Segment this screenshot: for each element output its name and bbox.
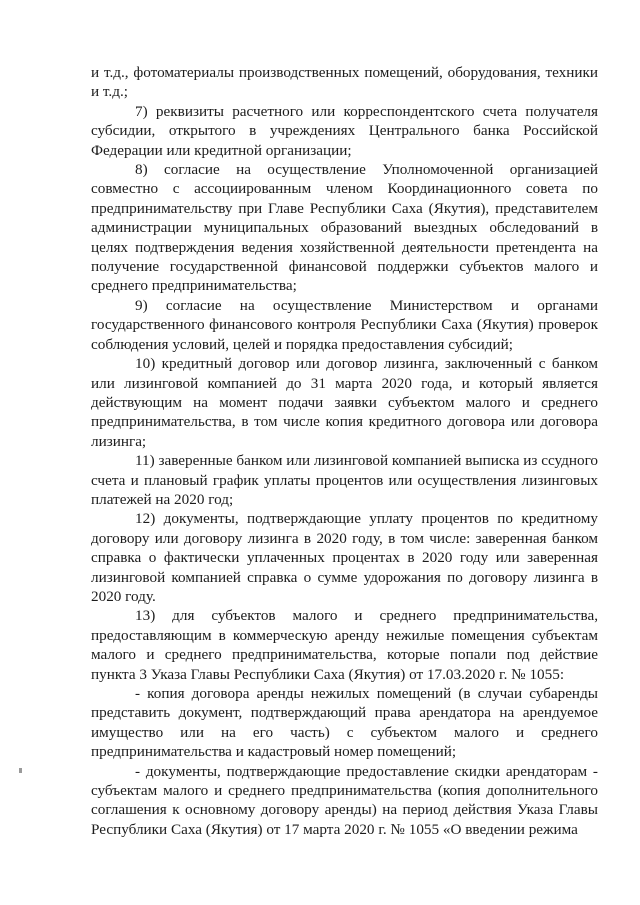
paragraph-subitem-lease-copy: - копия договора аренды нежилых помещений (в случаи субаренды представить документ, подтверждающий права арендатора на арендуемое имущество или на его часть) с субъектом малого и среднего предпринимательства и кадастровый номер помещений; <box>91 685 598 761</box>
paragraph-item-13: 13) для субъектов малого и среднего предпринимательства, предоставляющим в коммерческую аренду нежилые помещения субъектам малого и среднего предпринимательства, которые попали под действие пункта 3 Указа Главы Республики Саха (Якутия) от 17.03.2020 г. № 1055: <box>91 607 598 683</box>
paragraph-continuation: и т.д., фотоматериалы производственных помещений, оборудования, техники и т.д.; <box>91 64 598 101</box>
paragraph-subitem-discount-docs: - документы, подтверждающие предоставление скидки арендаторам - субъектам малого и среднего предпринимательства (копия дополнительного соглашения к основному договору аренды) на период действия Указа Главы Республики Саха (Якутия) от 17 марта 2020 г. № 1055 «О введении режима <box>91 762 598 838</box>
paragraph-item-9: 9) согласие на осуществление Министерством и органами государственного финансового контроля Республики Саха (Якутия) проверок соблюдения условий, целей и порядка предоставления субсидий; <box>91 296 598 353</box>
paragraph-item-10: 10) кредитный договор или договор лизинга, заключенный с банком или лизинговой компанией до 31 марта 2020 года, и который является действующим на момент подачи заявки субъектом малого и среднего предпринимательства, в том числе копия кредитного договора или договора лизинга; <box>91 355 598 450</box>
paragraph-item-8: 8) согласие на осуществление Уполномоченной организацией совместно с ассоциированным членом Координационного совета по предпринимательству при Главе Республики Саха (Якутия), представителем администрации муниципальных образований выездных обследований в целях подтверждения ведения хозяйственной деятельности претендента на получение государственной финансовой поддержки субъектов малого и среднего предпринимательства; <box>91 161 598 295</box>
paragraph-item-7: 7) реквизиты расчетного или корреспондентского счета получателя субсидии, открытого в учреждениях Центрального банка Российской Федерации или кредитной организации; <box>91 102 598 159</box>
scan-mark <box>19 768 22 773</box>
document-body <box>91 63 598 839</box>
paragraph-item-11: 11) заверенные банком или лизинговой компанией выписка из ссудного счета и плановый график уплаты процентов или осуществления лизинговых платежей на 2020 год; <box>91 452 599 508</box>
paragraph-item-12: 12) документы, подтверждающие уплату процентов по кредитному договору или договору лизинга в 2020 году, в том числе: заверенная банком справка о фактически уплаченных процентах в 2020 году или заверенная лизинговой компанией справка о сумме удорожания по договору лизинга в 2020 году. <box>91 510 598 605</box>
